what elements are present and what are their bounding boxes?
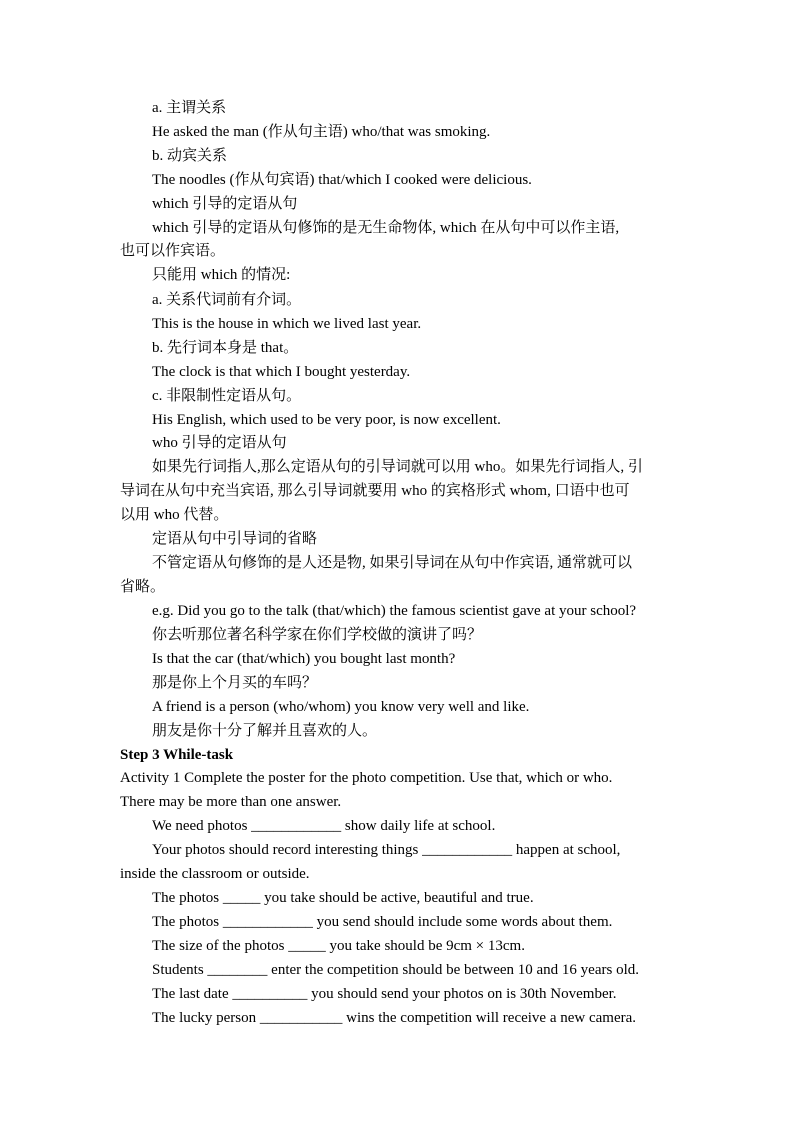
exercise-line: The lucky person ___________ wins the competition will receive a new camera. bbox=[152, 1010, 637, 1026]
text-line: 如果先行词指人,那么定语从句的引导词就可以用 who。如果先行词指人, 引 bbox=[152, 459, 643, 475]
text-line: b. 先行词本身是 that。 bbox=[152, 340, 299, 356]
text-line: 不管定语从句修饰的是人还是物, 如果引导词在从句中作宾语, 通常就可以 bbox=[152, 555, 633, 571]
text-line: 导词在从句中充当宾语, 那么引导词就要用 who 的宾格形式 whom, 口语中也可 bbox=[120, 483, 630, 499]
text-line: Activity 1 Complete the poster for the photo competition. Use that, which or who. bbox=[120, 770, 613, 786]
text-line: 也可以作宾语。 bbox=[120, 243, 226, 259]
text-line: 那是你上个月买的车吗？ bbox=[152, 675, 318, 691]
text-line: which 引导的定语从句 bbox=[152, 196, 298, 212]
text-line: This is the house in which we lived last year. bbox=[152, 316, 422, 332]
text-line: 朋友是你十分了解并且喜欢的人。 bbox=[152, 723, 378, 739]
exercise-line: We need photos ____________ show daily life at school. bbox=[152, 818, 496, 834]
exercise-line: The photos _____ you take should be active, beautiful and true. bbox=[152, 890, 534, 906]
text-line: e.g. Did you go to the talk (that/which) the famous scientist gave at your school? bbox=[152, 603, 637, 619]
text-line: The noodles (作从句宾语) that/which I cooked were delicious. bbox=[152, 172, 532, 188]
exercise-line: The photos ____________ you send should include some words about them. bbox=[152, 914, 613, 930]
exercise-line: Students ________ enter the competition should be between 10 and 16 years old. bbox=[152, 962, 639, 978]
text-line: which 引导的定语从句修饰的是无生命物体, which 在从句中可以作主语, bbox=[152, 220, 620, 236]
text-line: a. 关系代词前有介词。 bbox=[152, 292, 302, 308]
text-line: His English, which used to be very poor, is now excellent. bbox=[152, 412, 501, 428]
text-line: b. 动宾关系 bbox=[152, 148, 228, 164]
text-line: who 引导的定语从句 bbox=[152, 435, 287, 451]
exercise-line: The size of the photos _____ you take should be 9cm × 13cm. bbox=[152, 938, 525, 954]
text-line: a. 主谓关系 bbox=[152, 100, 227, 116]
text-line: 你去听那位著名科学家在你们学校做的演讲了吗？ bbox=[152, 627, 483, 643]
text-line: 只能用 which 的情况: bbox=[152, 267, 291, 283]
text-line: 定语从句中引导词的省略 bbox=[152, 531, 318, 547]
text-line: Is that the car (that/which) you bought last month? bbox=[152, 651, 456, 667]
text-line: c. 非限制性定语从句。 bbox=[152, 388, 302, 404]
text-line: A friend is a person (who/whom) you know very well and like. bbox=[152, 699, 530, 715]
text-line: 以用 who 代替。 bbox=[120, 507, 229, 523]
exercise-line: Your photos should record interesting things ____________ happen at school, bbox=[152, 842, 621, 858]
exercise-line: The last date __________ you should send your photos on is 30th November. bbox=[152, 986, 617, 1002]
text-line: There may be more than one answer. bbox=[120, 794, 342, 810]
exercise-line: inside the classroom or outside. bbox=[120, 866, 310, 882]
text-line: 省略。 bbox=[120, 579, 166, 595]
section-heading: Step 3 While-task bbox=[120, 747, 234, 763]
text-line: The clock is that which I bought yesterday. bbox=[152, 364, 411, 380]
text-line: He asked the man (作从句主语) who/that was smoking. bbox=[152, 124, 491, 140]
